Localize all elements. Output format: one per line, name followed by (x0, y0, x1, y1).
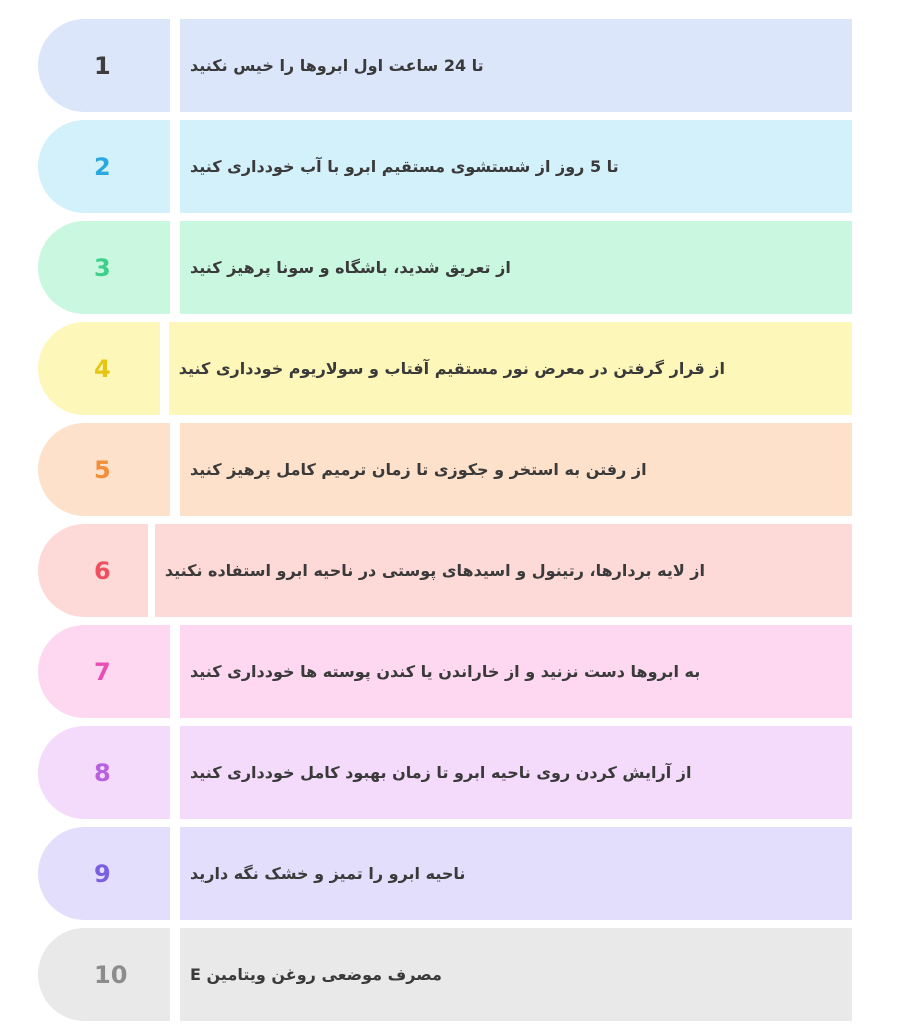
item-text: از رفتن به استخر و جکوزی تا زمان ترمیم کامل پرهیز کنید (190, 460, 647, 479)
item-number: 5 (38, 423, 170, 516)
list-item (38, 423, 852, 516)
item-text-cell (180, 827, 852, 920)
item-divider (170, 928, 180, 1021)
item-number: 4 (38, 322, 160, 415)
item-divider (170, 19, 180, 112)
item-number: 9 (38, 827, 170, 920)
item-text: تا 5 روز از شستشوی مستقیم ابرو با آب خودداری کنید (190, 157, 619, 176)
item-number: 7 (38, 625, 170, 718)
aftercare-list (38, 19, 852, 1029)
item-number: 6 (38, 524, 148, 617)
item-number: 10 (38, 928, 170, 1021)
item-divider (160, 322, 169, 415)
list-item (38, 19, 852, 112)
list-item (38, 726, 852, 819)
list-item (38, 928, 852, 1021)
item-text: ناحیه ابرو را تمیز و خشک نگه دارید (190, 864, 466, 883)
item-text: از لایه بردارها، رتینول و اسیدهای پوستی در ناحیه ابرو استفاده نکنید (164, 561, 705, 580)
list-item (38, 120, 852, 213)
item-text-cell (180, 221, 852, 314)
item-divider (170, 120, 180, 213)
item-text-cell (180, 726, 852, 819)
item-text-cell (169, 322, 852, 415)
item-text: به ابروها دست نزنید و از خاراندن یا کندن پوسته ها خودداری کنید (190, 662, 701, 681)
item-text-cell (180, 928, 852, 1021)
list-item (38, 827, 852, 920)
list-item (38, 524, 852, 617)
list-item (38, 221, 852, 314)
item-divider (170, 221, 180, 314)
item-divider (170, 726, 180, 819)
item-text-cell (180, 120, 852, 213)
item-number: 8 (38, 726, 170, 819)
item-divider (170, 423, 180, 516)
item-text-cell (180, 19, 852, 112)
item-text: از قرار گرفتن در معرض نور مستقیم آفتاب و سولاریوم خودداری کنید (178, 359, 725, 378)
item-text-cell (180, 423, 852, 516)
item-number: 1 (38, 19, 170, 112)
item-text: تا 24 ساعت اول ابروها را خیس نکنید (190, 56, 484, 75)
item-divider (170, 827, 180, 920)
item-divider (148, 524, 155, 617)
list-item (38, 322, 852, 415)
item-text-cell (180, 625, 852, 718)
item-number: 3 (38, 221, 170, 314)
item-number: 2 (38, 120, 170, 213)
item-text: مصرف موضعی روغن ویتامین E (190, 965, 442, 984)
item-text-cell (155, 524, 852, 617)
item-divider (170, 625, 180, 718)
item-text: از تعریق شدید، باشگاه و سونا پرهیز کنید (190, 258, 511, 277)
item-text: از آرایش کردن روی ناحیه ابرو تا زمان بهبود کامل خودداری کنید (190, 763, 692, 782)
list-item (38, 625, 852, 718)
